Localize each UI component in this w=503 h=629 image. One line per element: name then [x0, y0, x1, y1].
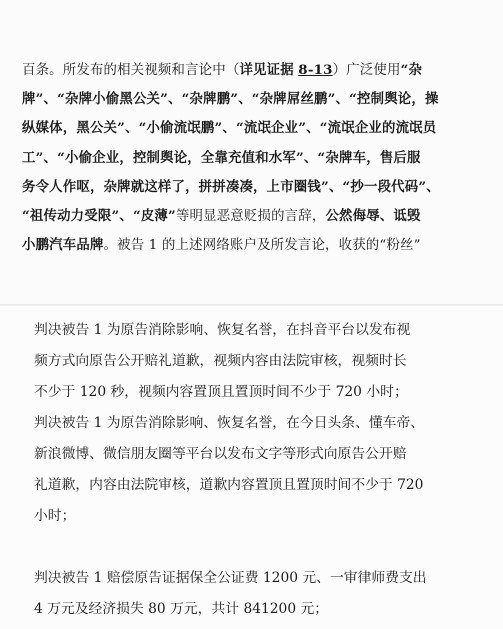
judgment-item-1: 判决被告 1 为原告消除影响、恢复名誉，在抖音平台以发布视 频方式向原告公开赔礼道歉，视频内容由法院审核，视频时长 不少于 120 秒，视频内容置顶且置顶时间不少于 720 小时；: [34, 322, 411, 400]
line-7: 小鹏汽车品牌。被告 1 的上述网络账户及所发言论，收获的“粉丝”: [22, 237, 421, 254]
evidence-link: 8-13: [298, 62, 333, 78]
top-section: [0, 0, 503, 306]
judgment-item-2: 判决被告 1 为原告消除影响、恢复名誉，在今日头条、懂车帝、 新浪微博、微信朋友圈等平台以发布文字等形式向原告公开赔 礼道歉，内容由法院审核，道歉内容置顶且置顶时间不少于 720 小时；: [34, 415, 425, 524]
evidence-paragraph: [22, 56, 482, 260]
line-3: 纵媒体，黑公关”、“小偷流氓鹏”、“流氓企业”、“流氓企业的流氓员: [22, 120, 437, 137]
line-4: 工”、“小偷企业，控制舆论，全靠充值和水军”、“杂牌车，售后服: [22, 149, 421, 166]
line-1: 百条。所发布的相关视频和言论中（详见证据 8-13）广泛使用“杂: [22, 62, 423, 78]
line-6: “祖传动力受限”、“皮薄”等明显恶意贬损的言辞，公然侮辱、诋毁: [22, 208, 421, 225]
line-2: 牌”、“杂牌小偷黑公关”、“杂牌鹏”、“杂牌屌丝鹏”、“控制舆论，操: [22, 91, 439, 108]
line-5: 务令人作呕，杂牌就这样了，拼拼凑凑，上市圈钱”、“抄一段代码”、: [22, 178, 440, 195]
judgment-item-3: 判决被告 1 赔偿原告证据保全公证费 1200 元、一审律师费支出 4 万元及经济损失 80 万元，共计 841200 元；: [34, 570, 427, 617]
